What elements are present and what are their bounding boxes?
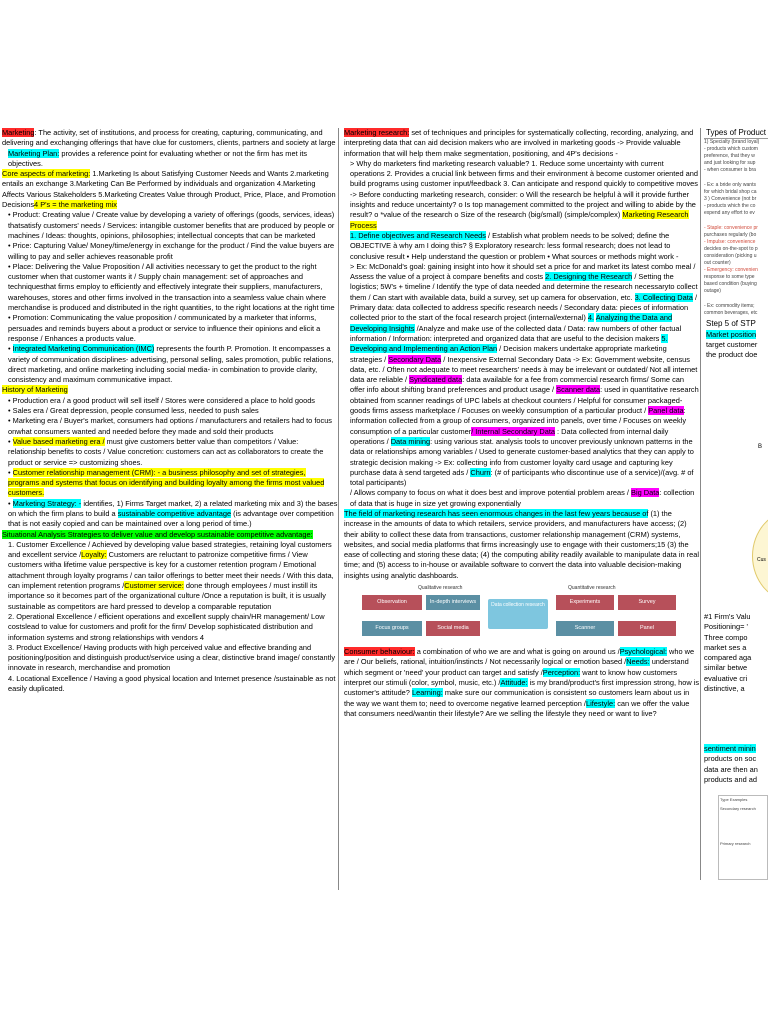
term-lifestyle: Lifestyle: bbox=[585, 698, 616, 708]
diagram-social-media: Social media bbox=[426, 621, 480, 636]
mr-definition: Marketing research: set of techniques and principles for systematically collecting, recording, analyzing, and interpreting data that can aid decision makers who are involved in marketing goods -> Provide valuable information that will help them make segmentation, positioning, and 4P's decisions - bbox=[344, 128, 694, 158]
product-bullet: • Product: Creating value / Create value by developing a variety of offerings (goods, services, ideas) thatsatisfy customers' needs / Services: intangible customer benefits that are produced by people or machines / Ideas: thoughts, opinions, philosophies; intellectual concepts that can be marketed bbox=[8, 210, 335, 240]
text-line: products and ad bbox=[704, 774, 758, 784]
text-line: products on soc bbox=[704, 754, 757, 764]
text-line: - Impulse: convenience bbox=[704, 239, 756, 246]
marketing-plan-definition: Marketing Plan: provides a reference point for evaluating whether or not the firm has met its objectives. bbox=[8, 148, 308, 168]
term-psychological: Psychological: bbox=[619, 647, 667, 657]
text-line: purchases regularly (bo bbox=[704, 232, 757, 239]
text-line: - products which custom bbox=[704, 146, 758, 153]
chart-label-cus: Cus bbox=[757, 557, 766, 563]
term-consumer-behaviour: Consumer behaviour: bbox=[344, 647, 415, 657]
diagram-center: Data collection research bbox=[488, 599, 548, 629]
step-1: 1. Define objectives and Research Needs / Establish what problem needs to be solved; define the OBJECTIVE à why am I doing this? § Exploratory research: less formal research; does not lead to conclusive result • Help understand the question or problem • What sources or methods might work - bbox=[350, 230, 679, 261]
text-line: consideration (picking u bbox=[704, 253, 757, 260]
term-syndicated: Syndicated data bbox=[409, 375, 463, 385]
promotion-bullet: • Promotion: Communicating the value proposition / communicated by a marketer that informs, persuades and reminds buyers about a product or service to influence their opinions and elicit a response / Enhances a products value. bbox=[8, 313, 321, 343]
term-sca: sustainable competitive advantage bbox=[117, 508, 232, 518]
term-secondary-data: Secondary Data bbox=[388, 354, 442, 364]
situational-heading bbox=[0, 530, 338, 540]
text-line: - Ex: a bride only wants bbox=[704, 182, 756, 189]
term-step-5: 5. Developing and Implementing an Action Plan bbox=[350, 333, 668, 354]
step-1-example: > Ex: McDonald's goal: gaining insight into how it should set a price for and market its latest combo meal / Assess the value of a project à compare benefits and costs 2. Designing the Research / Setting the logistics; 5W's + timeline / Identify the type of data needed and determine the research necessaryto collect them / Can start with available data, build a survey, set up camera for observation, etc. 3. Collecting Data / Primary data: data collected to address specific research needs / Secondary data: pieces of information collected prior to the start of the focal research project (internal/external) 4. Analyzing the Data and Developing Insights /Analyze and make use of the collected data / Data: raw numbers of other factual information / Information: interpreted and organized data that are useful to the decision makers 5. Developing and Implementing an Action Plan / Decision makers undertake appropriate marketing strategies / Secondary Data / Inexpensive External Secondary Data -> Ex: Government website, census data, etc. / Often not adequate to meet researchers' needs à may be irrelevant or outdated/ Not all internet data are reliable / Syndicated data: data available for a fee from commercial research firms/ Some can offer info about shifting brand preferences and product usage / Scanner data: used in quantitative research obtained from scanner readings of UPC labels at checkout counters / Helpful for consumer packaged-goods firms assess marketplace / Focuses on weekly consumption of a particular product / Panel data: information collected from a group of consumers, organized into panels, over time / Focuses on weekly consumption of a particular customer/ Internal Secondary Data : Data collected from internal daily operations / Data mining: using various stat. analysis tools to uncover previously unknown patterns in the data or relationships among variables / Used to generate customer-based analytics that they can apply to strategic decision making -> Ex: collecting info from customer loyalty card usage and capturing key purchase data à send targeted ads / Churn: (# of participants who discontinue use of a service)/(avg. # of total participants) bbox=[350, 261, 699, 488]
text-line: 1) Specialty (brand loyal) bbox=[704, 139, 760, 146]
term-marketing-plan: Marketing Plan: bbox=[8, 148, 60, 158]
field-changes: The field of marketing research has seen enormous changes in the last few years because of (1) the increase in the amounts of data to which retailers, service providers, and manufacturers have access; (2) their ability to collect these data from transactions, customer relationship management (CRM) systems, websites, and social media platforms that firms increasingly use to engage with their customers;15 (3) the ease of collecting and storing these data; (4) the computing ability readily available to manipulate data in real time; and (5) access to in-house or available software to convert the data into valuable decision-making insights using analytic dashboards. bbox=[344, 508, 699, 580]
text-line: - Emergency: convenien bbox=[704, 267, 758, 274]
step-4-number: 4. bbox=[587, 313, 595, 323]
text-line: Three compo bbox=[704, 632, 748, 642]
term-step-3: 3. Collecting Data bbox=[634, 292, 693, 302]
term-process: Marketing Research Process bbox=[350, 210, 689, 230]
text-line: #1 Firm's Valu bbox=[704, 612, 751, 621]
locational-excellence: 4. Locational Excellence / Having a good physical location and Internet presence /sustainable as not easily duplicated. bbox=[8, 673, 336, 694]
imc-definition: • Integrated Marketing Communication (IMC) represents the fourth P. Promotion. It encompasses a variety of communication disciplines- advertising, personal selling, sales promotion, public relations, direct marketing, and online marketing including social media- in combination to provide clarity, consistency and maximum communicative impact. bbox=[8, 344, 334, 385]
term-step-1: 1. Define objectives and Research Needs bbox=[350, 230, 486, 240]
text-line: 3 ) Convenience (not br bbox=[704, 196, 757, 203]
core-aspects: Core aspects of marketing: 1.Marketing Is about Satisfying Customer Needs and Wants 2.marketing entails an exchange 3.Marketing Can Be Performed by individuals and organization 4.Marketing Affects Various Stakeholders 5.Marketing Creates Value through Product, Price, Place, and Promotion Decisions4 P's = the marketing mix bbox=[2, 169, 336, 210]
diagram-experiments: Experiments bbox=[556, 595, 614, 610]
term-big-data: Big Data bbox=[631, 488, 660, 498]
table-row: Secondary research bbox=[720, 806, 756, 811]
text-line: response to some type bbox=[704, 274, 755, 281]
consumer-behaviour: Consumer behaviour: a combination of who we are and what is going on around us /Psychological: who we are / Our beliefs, rational, intuition/instincts / Not necessarily logical or emotion based /Needs: understand which segment or 'need' your product can target and satisfy /Perception: want to know how customers interpret our stimuli (color, symbol, music, etc.) /Attitude: is my brand/product's first impression strong, how is customer's attitude? Learning: make sure our communication is consistent so customers learn about us in the way we want them to; need to overcome negative learned perception /Lifestyle: can we offer the value that consumers need/wantin their lifestyle? Are we selling the lifestyle they need or want to live? bbox=[344, 647, 700, 718]
text-line: and just looking for sup bbox=[704, 160, 756, 167]
history-production: • Production era / a good product will sell itself / Stores were considered a place to hold goods bbox=[8, 395, 316, 405]
term-situational: Situational Analysis Strategies to deliver value and develop sustainable competitive advantage: bbox=[2, 529, 313, 539]
place-bullet: • Place: Delivering the Value Proposition / All activities necessary to get the product to the right customer when that customer wants it / Supply chain management: set of approaches and techniquesthat firms employ to efficiently and effectively integrate their suppliers, manufacturers, warehouses, stores and other firms involved in the transaction into a seamless value chain where merchandise is produced and distributed in the right quantities, to the right locations at the right time bbox=[8, 261, 335, 313]
text-line: - products which the co bbox=[704, 203, 756, 210]
text-line: outage) bbox=[704, 288, 721, 295]
term-four-ps: 4 P's = the marketing mix bbox=[34, 200, 117, 210]
diagram-panel: Panel bbox=[618, 621, 676, 636]
chart-label-b: B bbox=[758, 444, 763, 450]
text-line: distinctive, a bbox=[704, 684, 745, 694]
text-line: Positioning= ' bbox=[704, 622, 748, 632]
history-heading bbox=[0, 385, 338, 395]
text-line: evaluative cri bbox=[704, 673, 748, 683]
diagram-observation: Observation bbox=[362, 595, 422, 610]
churn-extra: / Allows company to focus on what it does best and improve potential problem areas / Big Data: collection of data that is huge in size yet growing exponentially bbox=[350, 488, 695, 508]
sentiment-block bbox=[704, 744, 768, 785]
table-header: Type Examples bbox=[720, 797, 748, 802]
diagram-survey: Survey bbox=[618, 595, 676, 610]
term-loyalty: Loyalty: bbox=[81, 550, 107, 560]
diagram-interviews: In-depth interviews bbox=[426, 595, 480, 610]
product-excellence: 3. Product Excellence/ Having products with high perceived value and effective branding and positioning/position and distinguish product/service using a clear, distinctive brand image/ constantly innovate in research, merchandise and promotion bbox=[8, 642, 336, 673]
firm-value-block bbox=[704, 612, 768, 694]
term-marketing: Marketing bbox=[2, 128, 35, 137]
text-line: preference, that they w bbox=[704, 153, 755, 160]
history-sales: • Sales era / Great depression, people consumed less, needed to push sales bbox=[8, 406, 259, 416]
term-marketing-research: Marketing research: bbox=[344, 128, 410, 137]
column-marketing-research bbox=[342, 128, 701, 880]
term-step-4: Analyzing the Data and Developing Insights bbox=[350, 313, 673, 333]
term-panel: Panel data bbox=[648, 406, 684, 416]
term-scanner: Scanner data bbox=[556, 385, 601, 395]
text-line: decides on-the-spot to p bbox=[704, 246, 758, 253]
history-marketing: • Marketing era / Buyer's market, consumers had options / manufacturers and retailers had to focus onwhat consumers wanted and needed before they made and sold their products bbox=[8, 416, 333, 436]
positioning-circle bbox=[752, 510, 768, 602]
text-line: market ses a bbox=[704, 642, 747, 652]
text-line: compared aga bbox=[704, 653, 752, 663]
text-line: expend any effort to ev bbox=[704, 210, 755, 217]
text-line: target customer bbox=[706, 339, 758, 349]
strategy-definition: • Marketing Strategy: - identifies, 1) Firms Target market, 2) a related marketing mix and 3) the bases on which the firm plans to build a sustainable competitive advantage (is advantage over competition that is not easily copied and can be maintained over a long period of time.) bbox=[8, 498, 338, 529]
price-bullet: • Price: Capturing Value/ Money/time/energy in exchange for the product / Find the value buyers are willing to pay and seller achieves reasonable profit bbox=[8, 241, 335, 261]
qualitative-label: Qualitative research bbox=[418, 585, 463, 592]
history-value-era: • Value based marketing era / must give customers better value than competitors / Value: relationship benefits to costs / Value concretion: customers can act as collaborators to create the product or service => customizing shoes. bbox=[8, 436, 324, 467]
text-line: - when consumer is bra bbox=[704, 167, 756, 174]
term-crm: Customer relationship management (CRM): - a business philosophy and set of strategies, programs and systems that focus on identifying and building loyalty among the firms most valued customers. bbox=[8, 467, 325, 498]
term-needs: Needs: bbox=[626, 657, 650, 667]
crm-definition: • Customer relationship management (CRM): - a business philosophy and set of strategies, programs and systems that focus on identifying and building loyalty among the firms most valued customers. bbox=[8, 467, 325, 498]
term-history: History of Marketing bbox=[2, 385, 68, 395]
research-type-table bbox=[718, 795, 768, 880]
marketing-definition: Marketing: The activity, set of institutions, and process for creating, capturing, communicating, and delivering and exchanging offerings that have clue for customers, clients, partners and society at large bbox=[2, 128, 336, 148]
table-row: Primary research bbox=[720, 841, 751, 846]
term-attitude: Attitude: bbox=[500, 677, 528, 687]
term-market-position: Market position bbox=[706, 329, 757, 339]
text-line: similar betwe bbox=[704, 663, 748, 673]
text-line: common beverages, etc bbox=[704, 310, 758, 317]
text-line: data are then an bbox=[704, 764, 758, 774]
product-types-title: Types of Product bbox=[704, 128, 768, 139]
mr-why: > Why do marketers find marketing research valuable? 1. Reduce some uncertainty with current operations 2. Provides a crucial link between firms and their environment à become customer oriented and build programs using customer input/feedback 3. Can anticipate and respond quickly to competitive moves -> Before conducting marketing research, consider: o Will the research be helpful à will it provide further insights and reduce uncertainty? o Is top management committed to the project and willing to abide by the result? o *value of the research o Size of the research (big/small) (simple/complex) Marketing Research Process bbox=[350, 158, 698, 230]
diagram-focus-groups: Focus groups bbox=[362, 621, 422, 636]
term-value-era: Value based marketing era / bbox=[12, 436, 105, 446]
term-field-changes: The field of marketing research has seen enormous changes in the last few years because of bbox=[344, 508, 649, 518]
text-line: the product doe bbox=[706, 350, 758, 360]
customer-excellence: 1. Customer Excellence / Achieved by developing value based strategies, retaining loyal customers and excellent service /Loyalty: Customers are reluctant to patronize competitive firms / View customers witha lifetime value perspective is key for a customer retention program / Emotional attachment through loyalty programs / can tailor offerings to better meet their needs / With this data, can implement retention programs /Customer service: done through employees / must instill its importance so it becomes part of the organizational culture /Once a reputation is built, it is usually sustainable as competitors are hard pressed to develop a comparable reputation bbox=[8, 539, 334, 611]
column-product-types bbox=[704, 128, 768, 428]
term-internal: / Internal Secondary Data bbox=[471, 426, 555, 436]
quantitative-label: Quantitative research bbox=[568, 585, 616, 592]
term-data-mining: Data mining bbox=[390, 436, 431, 446]
text-line: - Ex: commodity items; bbox=[704, 303, 755, 310]
term-churn: Churn bbox=[470, 467, 491, 477]
text-line: - Staple: convenience pr bbox=[704, 225, 758, 232]
term-strategy: Marketing Strategy: - bbox=[12, 498, 82, 508]
term-sentiment-mining: sentiment minin bbox=[704, 744, 756, 753]
market-position bbox=[704, 330, 768, 340]
stp-step-5: Step 5 of STP bbox=[706, 319, 756, 329]
term-customer-service: Customer service: bbox=[124, 581, 184, 591]
term-imc: Integrated Marketing Communication (IMC) bbox=[12, 344, 155, 354]
term-learning: Learning: bbox=[411, 688, 443, 698]
operational-excellence: 2. Operational Excellence / efficient operations and excellent supply chain/HR management/ Low costslead to value for customers and profit for the firm/ Develop sophisticated distribution and information systems and strong relationships with vendors 4 bbox=[8, 611, 325, 642]
text-line: for which bridal shop ca bbox=[704, 189, 757, 196]
text-line: out counter) bbox=[704, 260, 731, 267]
term-perception: Perception: bbox=[542, 667, 581, 677]
research-diagram bbox=[348, 583, 688, 643]
term-step-2: 2. Designing the Research bbox=[545, 272, 633, 282]
column-marketing-basics bbox=[0, 128, 339, 890]
text-line: based condition (buying bbox=[704, 281, 757, 288]
diagram-scanner: Scanner bbox=[556, 621, 614, 636]
term-core-aspects: Core aspects of marketing: bbox=[2, 169, 91, 179]
